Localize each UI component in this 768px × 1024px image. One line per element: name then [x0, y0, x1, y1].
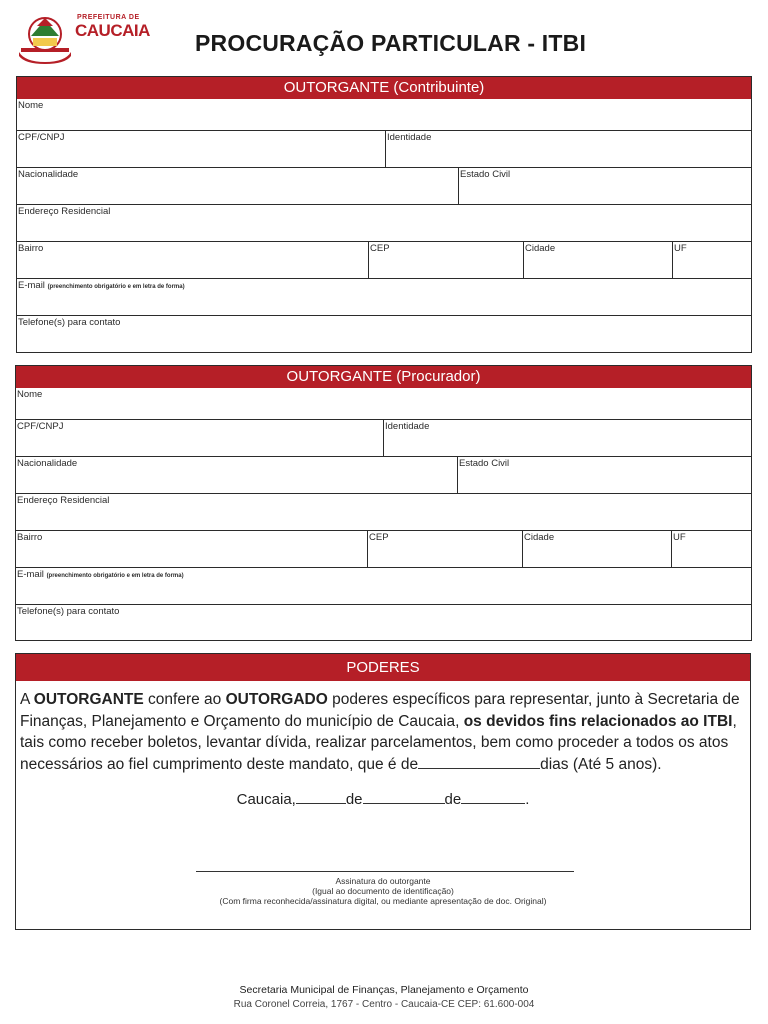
logo-line1: PREFEITURA DE [77, 14, 140, 21]
label-cidade: Cidade [525, 243, 556, 254]
label-telefone: Telefone(s) para contato [17, 606, 120, 617]
poderes-bold-1: OUTORGANTE [33, 691, 144, 708]
month-blank[interactable] [363, 789, 445, 804]
email-note: (preenchimento obrigatório e em letra de forma) [46, 573, 184, 579]
poderes-text-1: A [20, 691, 34, 708]
email-note: (preenchimento obrigatório e em letra de forma) [47, 284, 185, 290]
poderes-text-4: , tais como receber boletos, levantar dívida, realizar parcelamentos, bem como proceder a todos os atos necessários ao fiel cumprimento deste mandato, que é de [20, 712, 737, 773]
logo-line2: CAUCAIA [75, 21, 150, 40]
field-cep[interactable] [368, 242, 523, 278]
day-blank[interactable] [296, 789, 346, 804]
poderes-text-5: dias (Até 5 anos). [540, 755, 662, 773]
label-telefone: Telefone(s) para contato [18, 317, 121, 328]
poderes-bold-3: os devidos fins relacionados ao ITBI [463, 712, 733, 730]
field-estado-civil[interactable] [457, 457, 751, 493]
place-label: Caucaia, [236, 791, 296, 808]
label-identidade: Identidade [385, 421, 430, 432]
field-bairro[interactable] [16, 531, 367, 567]
label-cep: CEP [369, 532, 389, 543]
field-email[interactable] [16, 568, 751, 604]
year-blank[interactable] [461, 789, 525, 804]
field-nacionalidade[interactable] [17, 168, 458, 204]
field-identidade[interactable] [385, 131, 751, 167]
field-endereco[interactable] [17, 205, 751, 241]
poderes-text [16, 681, 750, 775]
label-identidade: Identidade [387, 132, 432, 143]
section-procurador-header: OUTORGANTE (Procurador) [16, 366, 751, 388]
section-poderes-header: PODERES [16, 654, 750, 681]
field-cidade[interactable] [522, 531, 671, 567]
label-bairro: Bairro [18, 243, 44, 254]
signature-caption-2: (Igual ao documento de identificação) [312, 886, 454, 896]
label-estado-civil: Estado Civil [460, 169, 511, 180]
field-uf[interactable] [672, 242, 751, 278]
label-endereco: Endereço Residencial [17, 495, 110, 506]
field-nome[interactable] [16, 388, 751, 419]
place-date-line [16, 789, 750, 808]
field-identidade[interactable] [383, 420, 751, 456]
label-cep: CEP [370, 243, 390, 254]
signature-caption-1: Assinatura do outorgante [335, 876, 431, 886]
caucaia-logo [15, 12, 150, 64]
de-label-2: de [444, 791, 462, 808]
field-cidade[interactable] [523, 242, 672, 278]
label-estado-civil: Estado Civil [459, 458, 510, 469]
poderes-bold-2: OUTORGADO [225, 691, 328, 708]
label-bairro: Bairro [17, 532, 43, 543]
label-nome: Nome [17, 389, 43, 400]
field-bairro[interactable] [17, 242, 368, 278]
section-contribuinte [16, 76, 752, 353]
label-email: E-mail [17, 569, 44, 580]
field-cpf[interactable] [17, 131, 385, 167]
de-label-1: de [345, 791, 363, 808]
field-telefone[interactable] [17, 316, 751, 352]
signature-caption-3: (Com firma reconhecida/assinatura digital, ou mediante apresentação de doc. Original) [219, 896, 547, 906]
field-email[interactable] [17, 279, 751, 315]
field-nacionalidade[interactable] [16, 457, 457, 493]
label-endereco: Endereço Residencial [18, 206, 111, 217]
footer-address: Rua Coronel Correia, 1767 - Centro - Caucaia-CE CEP: 61.600-004 [233, 999, 535, 1010]
poderes-text-3: poderes específicos para representar, junto à Secretaria de Finanças, Planejamento e Orçamento do município de Caucaia, [20, 691, 740, 730]
poderes-text-2: confere ao [143, 691, 226, 708]
label-nacionalidade: Nacionalidade [17, 458, 78, 469]
field-cep[interactable] [367, 531, 522, 567]
section-poderes [15, 653, 751, 930]
label-uf: UF [674, 243, 687, 254]
label-nacionalidade: Nacionalidade [18, 169, 79, 180]
label-email: E-mail [18, 280, 45, 291]
label-cpf: CPF/CNPJ [18, 132, 65, 143]
section-procurador [15, 365, 752, 641]
label-cpf: CPF/CNPJ [17, 421, 64, 432]
field-telefone[interactable] [16, 605, 751, 641]
footer-secretaria: Secretaria Municipal de Finanças, Planejamento e Orçamento [239, 984, 529, 996]
section-contribuinte-header: OUTORGANTE (Contribuinte) [17, 77, 751, 99]
field-nome[interactable] [17, 99, 751, 130]
label-cidade: Cidade [524, 532, 555, 543]
date-end: . [525, 791, 530, 808]
label-nome: Nome [18, 100, 44, 111]
field-endereco[interactable] [16, 494, 751, 530]
page-title: PROCURAÇÃO PARTICULAR - ITBI [195, 30, 587, 56]
signature-caption [16, 876, 750, 906]
field-estado-civil[interactable] [458, 168, 751, 204]
days-blank[interactable] [418, 754, 540, 769]
field-uf[interactable] [671, 531, 751, 567]
signature-line[interactable] [196, 871, 574, 872]
field-cpf[interactable] [16, 420, 383, 456]
caucaia-emblem [15, 12, 75, 64]
label-uf: UF [673, 532, 686, 543]
